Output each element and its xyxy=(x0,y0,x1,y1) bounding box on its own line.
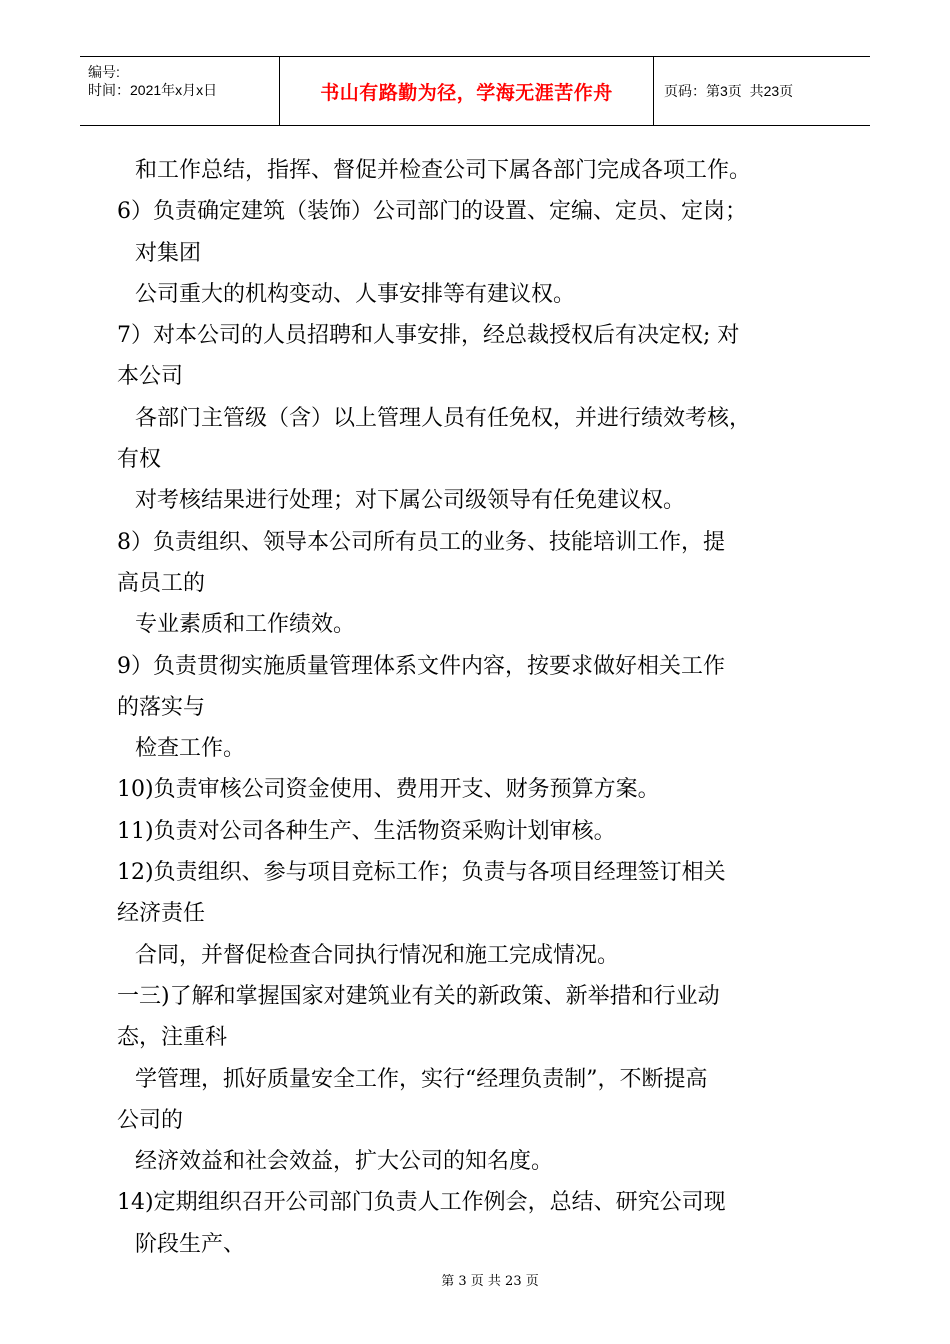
text-line: 和工作总结，指挥、督促并检查公司下属各部门完成各项工作。 xyxy=(135,158,752,183)
text-line: 本公司 xyxy=(117,364,184,390)
text-line: 12)负责组织、参与项目竞标工作；负责与各项目经理签订相关 xyxy=(117,860,726,886)
text-line: 经济责任 xyxy=(117,901,206,927)
text-line: 各部门主管级（含）以上管理人员有任免权，并进行绩效考核， xyxy=(135,405,752,431)
text-line: 检查工作。 xyxy=(135,736,246,762)
header-motto: 书山有路勤为径，学海无涯苦作舟 xyxy=(280,57,654,125)
text-line: 合同，并督促检查合同执行情况和施工完成情况。 xyxy=(135,942,620,968)
text-line: 对考核结果进行处理；对下属公司级领导有任免建议权。 xyxy=(135,488,686,514)
text-line: 6）负责确定建筑（装饰）公司部门的设置、定编、定员、定岗； xyxy=(117,199,747,225)
text-line: 8）负责组织、领导本公司所有员工的业务、技能培训工作，提 xyxy=(117,529,725,555)
text-line: 一三)了解和掌握国家对建筑业有关的新政策、新举措和行业动 xyxy=(117,983,720,1009)
text-line: 对集团 xyxy=(135,240,202,266)
text-line: 9）负责贯彻实施质量管理体系文件内容，按要求做好相关工作 xyxy=(117,653,725,679)
text-line: 阶段生产、 xyxy=(135,1231,246,1257)
document-body xyxy=(117,150,837,1265)
text-line: 高员工的 xyxy=(117,570,206,596)
text-line: 有权 xyxy=(117,447,162,473)
document-time-label: 时间：2021年x月x日 xyxy=(88,82,218,98)
header-page-code: 页码：第3页 共23页 xyxy=(664,83,794,99)
page-footer: 第 3 页 共 23 页 xyxy=(441,1274,539,1289)
text-line: 公司的 xyxy=(117,1107,184,1133)
header-page-cell xyxy=(654,57,870,125)
page-header xyxy=(80,56,870,126)
text-line: 14)定期组织召开公司部门负责人工作例会，总结、研究公司现 xyxy=(117,1190,726,1216)
text-line: 经济效益和社会效益，扩大公司的知名度。 xyxy=(135,1149,554,1175)
text-line: 公司重大的机构变动、人事安排等有建议权。 xyxy=(135,281,576,307)
document-number-label: 编号: xyxy=(88,64,120,80)
text-line: 的落实与 xyxy=(117,694,206,720)
text-line: 11)负责对公司各种生产、生活物资采购计划审核。 xyxy=(117,818,616,844)
text-line: 7）对本公司的人员招聘和人事安排，经总裁授权后有决定权; 对 xyxy=(117,323,740,349)
text-line: 学管理，抓好质量安全工作，实行“经理负责制”，不断提高 xyxy=(135,1066,708,1092)
text-line: 10)负责审核公司资金使用、费用开支、财务预算方案。 xyxy=(117,777,660,803)
header-info-cell xyxy=(80,57,280,125)
text-line: 专业素质和工作绩效。 xyxy=(135,612,356,638)
text-line: 态，注重科 xyxy=(117,1025,228,1051)
